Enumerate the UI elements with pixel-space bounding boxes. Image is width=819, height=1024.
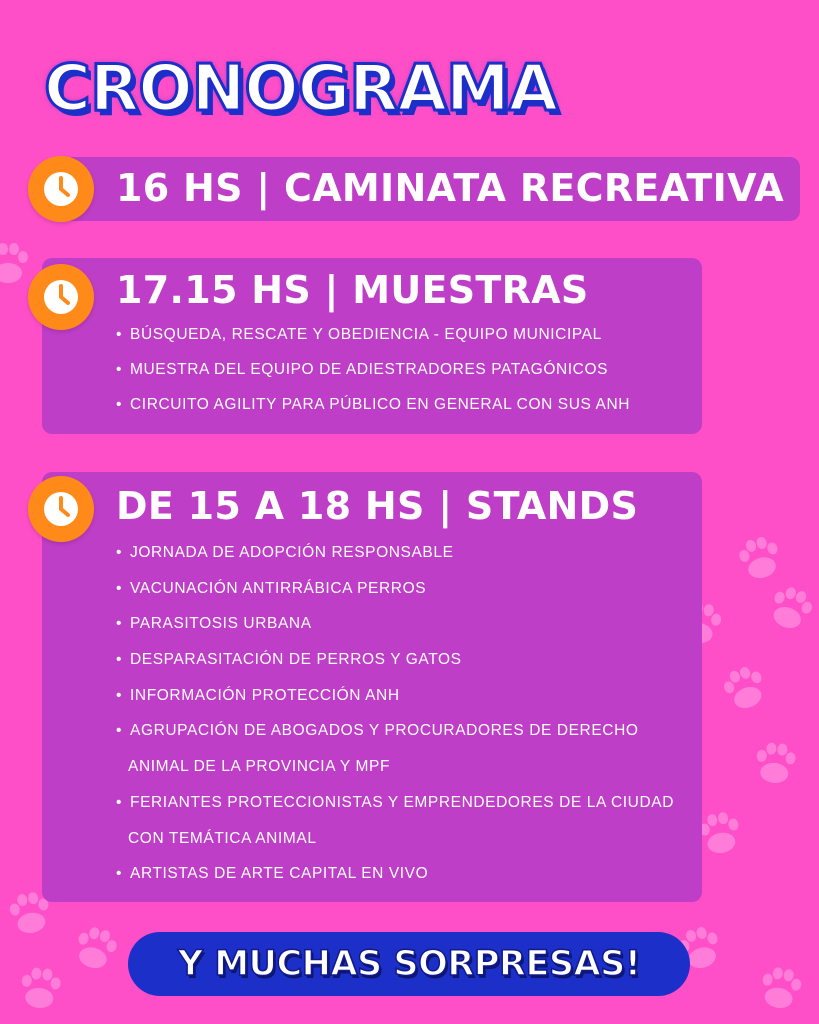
section-heading: 16 HS | CAMINATA RECREATIVA [116, 166, 784, 210]
list-item: • DESPARASITACIÓN DE PERROS Y GATOS [116, 651, 462, 669]
list-item: • ARTISTAS DE ARTE CAPITAL EN VIVO [116, 865, 429, 883]
clock-icon [28, 264, 94, 330]
list-item: • FERIANTES PROTECCIONISTAS Y EMPRENDEDORES DE LA CIUDAD [116, 793, 674, 811]
muestras-list [116, 326, 630, 431]
clock-icon [28, 156, 94, 222]
list-item-continuation: CON TEMÁTICA ANIMAL [128, 829, 317, 847]
list-item: • CIRCUITO AGILITY PARA PÚBLICO EN GENERAL CON SUS ANH [116, 396, 631, 413]
list-item: • MUESTRA DEL EQUIPO DE ADIESTRADORES PATAGÓNICOS [116, 361, 609, 378]
page-title: CRONOGRAMA [44, 52, 558, 126]
list-item: • BÚSQUEDA, RESCATE Y OBEDIENCIA - EQUIPO MUNICIPAL [116, 326, 602, 343]
list-item: • INFORMACIÓN PROTECCIÓN ANH [116, 686, 400, 704]
list-item-continuation: ANIMAL DE LA PROVINCIA Y MPF [128, 758, 391, 776]
footer-banner [128, 932, 690, 996]
section-heading: DE 15 A 18 HS | STANDS [116, 484, 639, 528]
list-item: • AGRUPACIÓN DE ABOGADOS Y PROCURADORES DE DERECHO [116, 722, 639, 740]
stands-list [116, 544, 674, 901]
list-item: • JORNADA DE ADOPCIÓN RESPONSABLE [116, 544, 454, 561]
list-item: • VACUNACIÓN ANTIRRÁBICA PERROS [116, 579, 427, 597]
list-item: • PARASITOSIS URBANA [116, 615, 312, 633]
footer-text: Y MUCHAS SORPRESAS! [177, 944, 641, 984]
section-heading: 17.15 HS | MUESTRAS [116, 268, 589, 312]
clock-icon [28, 476, 94, 542]
